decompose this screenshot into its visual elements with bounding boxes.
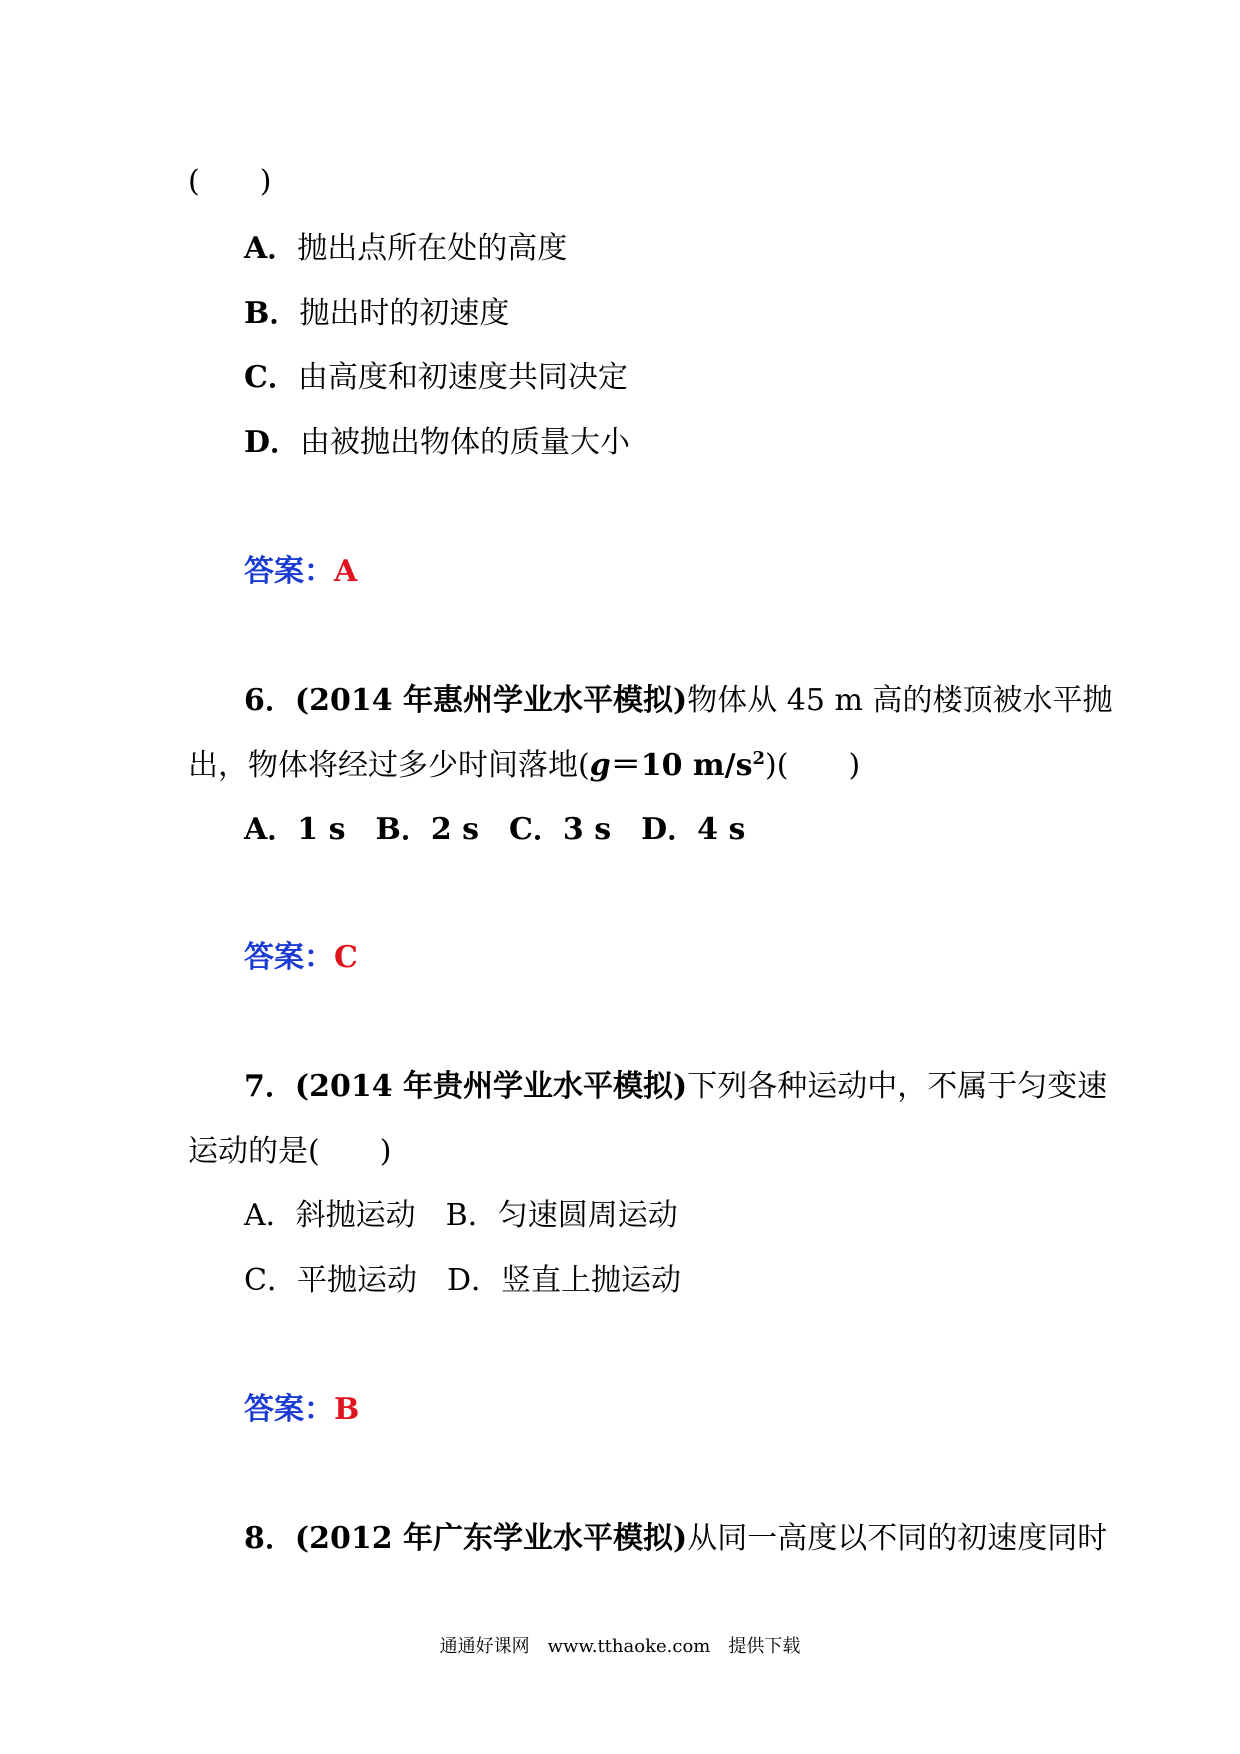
q5-paren: ( ) bbox=[188, 164, 272, 199]
option-text: 抛出点所在处的高度 bbox=[297, 231, 568, 266]
q6-line1 bbox=[244, 681, 1112, 721]
answer-label: 答案： bbox=[244, 940, 334, 975]
question-text: 下列各种运动中，不属于匀变速 bbox=[687, 1069, 1108, 1104]
q7-answer bbox=[244, 1390, 359, 1430]
option-text: 由高度和初速度共同决定 bbox=[297, 360, 628, 395]
question-text: 出，物体将经过多少时间落地( bbox=[188, 748, 590, 783]
answer-label: 答案： bbox=[244, 1392, 334, 1427]
question-source: (2012 年广东学业水平模拟) bbox=[294, 1521, 688, 1556]
q5-option-c bbox=[244, 358, 628, 398]
q7-line1 bbox=[244, 1067, 1107, 1107]
q5-option-a bbox=[244, 229, 567, 269]
option-letter: B． bbox=[244, 296, 300, 331]
q6-line2 bbox=[188, 746, 860, 786]
answer-value: A bbox=[334, 554, 358, 589]
gravity-symbol: g bbox=[589, 748, 611, 783]
question-source: (2014 年贵州学业水平模拟) bbox=[294, 1069, 688, 1104]
question-number: 7． bbox=[244, 1069, 295, 1104]
option-letter: D． bbox=[244, 425, 301, 460]
page-footer: 通通好课网 www.tthaoke.com 提供下载 bbox=[439, 1636, 801, 1657]
answer-value: C bbox=[334, 940, 358, 975]
q5-option-b bbox=[244, 294, 509, 334]
q5-answer bbox=[244, 552, 357, 592]
answer-value: B bbox=[334, 1392, 360, 1427]
q7-options-row2: C．平抛运动 D．竖直上抛运动 bbox=[244, 1263, 682, 1298]
option-text: 抛出时的初速度 bbox=[299, 296, 510, 331]
option-letter: C． bbox=[244, 360, 298, 395]
answer-label: 答案： bbox=[244, 554, 334, 589]
question-number: 6． bbox=[244, 683, 295, 718]
gravity-value: ＝10 m/s bbox=[610, 748, 753, 783]
q7-line2: 运动的是( ) bbox=[188, 1134, 392, 1169]
question-text: 物体从 45 m 高的楼顶被水平抛 bbox=[687, 683, 1113, 718]
question-number: 8． bbox=[244, 1521, 295, 1556]
option-text: 由被抛出物体的质量大小 bbox=[300, 425, 631, 460]
option-letter: A． bbox=[244, 231, 298, 266]
q6-answer bbox=[244, 938, 358, 978]
q5-option-d bbox=[244, 423, 630, 463]
q7-options-row1: A．斜抛运动 B．匀速圆周运动 bbox=[244, 1198, 678, 1233]
q8-line1 bbox=[244, 1519, 1107, 1559]
q6-options: A．1 s B．2 s C．3 s D．4 s bbox=[244, 812, 746, 847]
question-text: 从同一高度以不同的初速度同时 bbox=[687, 1521, 1108, 1556]
exponent: 2 bbox=[752, 748, 766, 769]
question-text-end: )( ) bbox=[765, 748, 861, 783]
question-source: (2014 年惠州学业水平模拟) bbox=[294, 683, 688, 718]
